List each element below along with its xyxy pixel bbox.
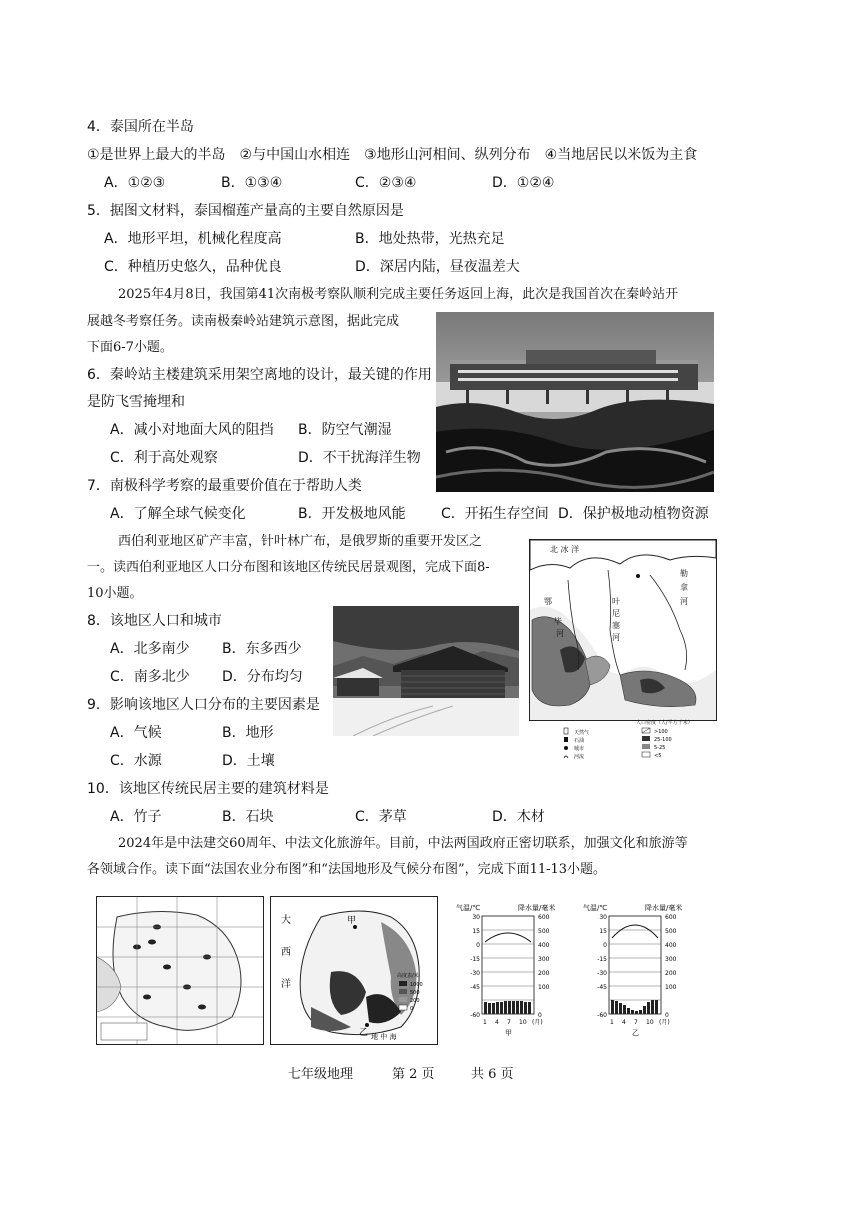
siberia-passage-line1: 西伯利亚地区矿产丰富，针叶林广布，是俄罗斯的重要开发区之 — [118, 534, 483, 549]
q7-option-b: B．开发极地风能 — [298, 506, 406, 522]
yi-m-1: 1 — [610, 1019, 614, 1026]
q10-stem: 10．该地区传统民居主要的建筑材料是 — [87, 781, 329, 797]
map-river-label-5: 尼 — [612, 609, 620, 618]
climate-yi-precip-label: 降水量/毫米 — [645, 904, 683, 912]
yi-t-m45: -45 — [597, 984, 607, 991]
qinling-passage-line3: 下面6-7小题。 — [87, 340, 173, 355]
terrain-ocean-label-1: 大 — [281, 915, 291, 926]
terrain-legend-title: 高度表/米 — [397, 973, 419, 979]
jia-p-0: 0 — [538, 1012, 542, 1019]
map-river-label-7: 河 — [612, 633, 620, 642]
legend-city: 城市 — [574, 746, 585, 752]
q5-stem: 5．据图文材料，泰国榴莲产量高的主要自然原因是 — [87, 203, 404, 219]
yi-m-10: 10 — [646, 1019, 654, 1026]
map-river-label-2: 毕 — [554, 617, 562, 626]
q7-option-d: D．保护极地动植物资源 — [558, 506, 709, 522]
footer-page: 第 2 页 — [392, 1067, 435, 1082]
qinling-passage-line1: 2025年4月8日，我国第41次南极考察队顺利完成主要任务返回上海，此次是我国首次在秦岭站开 — [118, 287, 679, 302]
yi-p-400: 400 — [665, 942, 677, 949]
jia-m-4: 4 — [495, 1019, 499, 1026]
q5-option-d: D．深居内陆，昼夜温差大 — [355, 259, 520, 275]
q5-option-c: C．种植历史悠久，品种优良 — [104, 259, 282, 275]
jia-p-600: 600 — [538, 914, 550, 921]
climate-jia-temp-label: 气温/℃ — [456, 904, 481, 912]
q10-option-d: D．木材 — [492, 809, 545, 825]
map-river-label-6: 塞 — [612, 621, 620, 630]
climate-jia-caption: 甲 — [505, 1029, 512, 1037]
q10-option-a: A．竹子 — [110, 809, 162, 825]
terrain-legend-2: 500 — [410, 990, 420, 996]
terrain-legend-1: 1000 — [410, 982, 423, 988]
q7-stem: 7．南极科学考察的最重要价值在于帮助人类 — [87, 478, 362, 494]
q4-option-d: D．①②④ — [492, 175, 555, 191]
q9-option-a: A．气候 — [110, 725, 162, 741]
qinling-passage-line2: 展越冬考察任务。读南极秦岭站建筑示意图，据此完成 — [87, 314, 400, 329]
legend-density-2: 25-100 — [654, 737, 672, 743]
q6-option-b: B．防空气潮湿 — [298, 422, 392, 438]
q6-stem-line2: 是防飞雪掩埋和 — [87, 394, 185, 410]
q4-option-b: B．①③④ — [221, 175, 283, 191]
jia-t-15: 15 — [472, 928, 480, 935]
siberia-map-legend — [562, 718, 722, 766]
climate-yi-temp-label: 气温/℃ — [583, 904, 608, 912]
legend-density-3: 5-25 — [654, 745, 666, 751]
yi-t-m15: -15 — [597, 956, 607, 963]
yi-t-0: 0 — [603, 942, 607, 949]
terrain-ocean-label-3: 洋 — [281, 979, 291, 990]
q8-option-a: A．北多南少 — [110, 641, 190, 657]
france-agriculture-map — [96, 896, 264, 1045]
jia-t-0: 0 — [476, 942, 480, 949]
q7-option-a: A．了解全球气候变化 — [110, 506, 246, 522]
france-passage-line1: 2024年是中法建交60周年、中法文化旅游年。目前，中法两国政府正密切联系，加强文化和旅游等 — [118, 836, 688, 851]
q8-stem: 8．该地区人口和城市 — [87, 613, 222, 629]
yi-m-4: 4 — [622, 1019, 626, 1026]
yi-p-100: 100 — [665, 984, 677, 991]
jia-t-m30: -30 — [470, 970, 480, 977]
legend-oil: 石油 — [574, 738, 585, 744]
legend-title: 人口密度（人/平方千米） — [636, 720, 693, 726]
q7-option-c: C．开拓生存空间 — [441, 506, 549, 522]
map-river-label-8: 勒 — [680, 569, 688, 578]
jia-p-500: 500 — [538, 928, 550, 935]
q10-option-b: B．石块 — [222, 809, 274, 825]
q4-option-c: C．②③④ — [355, 175, 417, 191]
jia-p-400: 400 — [538, 942, 550, 949]
q5-option-b: B．地处热带，光热充足 — [355, 231, 505, 247]
terrain-point-jia: 甲 — [347, 916, 357, 926]
jia-p-300: 300 — [538, 956, 550, 963]
map-river-label-9: 拿 — [680, 583, 688, 592]
yi-p-0: 0 — [665, 1012, 669, 1019]
yi-p-600: 600 — [665, 914, 677, 921]
q10-option-c: C．茅草 — [355, 809, 407, 825]
yi-m-unit: (月) — [659, 1019, 670, 1026]
footer-total: 共 6 页 — [471, 1067, 514, 1082]
yi-m-7: 7 — [634, 1019, 638, 1026]
map-river-label-3: 河 — [556, 629, 564, 638]
jia-t-m45: -45 — [470, 984, 480, 991]
q4-statements: ①是世界上最大的半岛 ②与中国山水相连 ③地形山河相间、纵列分布 ④当地居民以米饭为主食 — [87, 147, 698, 163]
legend-density-4: <5 — [654, 753, 662, 759]
q8-option-b: B．东多西少 — [222, 641, 302, 657]
siberia-passage-line2: 一。读西伯利亚地区人口分布图和该地区传统民居景观图，完成下面8- — [87, 560, 490, 575]
legend-gas: 天然气 — [574, 730, 590, 736]
yi-t-m60: -60 — [597, 1012, 607, 1019]
footer-subject: 七年级地理 — [288, 1067, 354, 1082]
q8-option-c: C．南多北少 — [110, 669, 190, 685]
siberian-house-photo — [333, 606, 519, 736]
q6-option-c: C．利于高处观察 — [110, 450, 218, 466]
jia-p-100: 100 — [538, 984, 550, 991]
map-river-label-10: 河 — [680, 597, 688, 606]
france-terrain-map — [270, 896, 438, 1045]
map-river-label-1: 鄂 — [544, 597, 552, 606]
jia-t-m15: -15 — [470, 956, 480, 963]
q9-option-c: C．水源 — [110, 753, 162, 769]
q6-option-a: A．减小对地面大风的阻挡 — [110, 422, 274, 438]
terrain-legend-3: 200 — [410, 998, 420, 1004]
yi-p-200: 200 — [665, 970, 677, 977]
climate-yi-caption: 乙 — [632, 1029, 639, 1037]
yi-p-300: 300 — [665, 956, 677, 963]
terrain-sea-label: 地 中 海 — [371, 1033, 397, 1041]
jia-p-200: 200 — [538, 970, 550, 977]
q5-option-a: A．地形平坦，机械化程度高 — [104, 231, 282, 247]
jia-m-unit: (月) — [532, 1019, 543, 1026]
jia-t-m60: -60 — [470, 1012, 480, 1019]
siberia-population-map — [529, 539, 717, 721]
climate-jia-precip-label: 降水量/毫米 — [518, 904, 556, 912]
q6-option-d: D．不干扰海洋生物 — [298, 450, 421, 466]
jia-m-7: 7 — [507, 1019, 511, 1026]
yi-t-30: 30 — [599, 914, 607, 921]
yi-p-500: 500 — [665, 928, 677, 935]
legend-river: 河流 — [574, 754, 585, 760]
map-river-label-4: 叶 — [612, 597, 620, 606]
terrain-point-yi: 乙 — [359, 1028, 369, 1038]
terrain-legend-4: 0 — [410, 1006, 414, 1012]
yi-t-m30: -30 — [597, 970, 607, 977]
france-passage-line2: 各领域合作。读下面“法国农业分布图”和“法国地形及气候分布图”，完成下面11-13小题。 — [87, 862, 607, 877]
q9-stem: 9．影响该地区人口分布的主要因素是 — [87, 697, 320, 713]
q6-stem-line1: 6．秦岭站主楼建筑采用架空离地的设计，最关键的作用 — [87, 367, 432, 383]
yi-t-15: 15 — [599, 928, 607, 935]
qinling-station-photo — [436, 312, 714, 492]
jia-t-30: 30 — [472, 914, 480, 921]
q8-option-d: D．分布均匀 — [222, 669, 303, 685]
legend-density-1: >100 — [654, 729, 668, 735]
q9-option-d: D．土壤 — [222, 753, 275, 769]
q4-stem: 4．泰国所在半岛 — [87, 119, 194, 135]
map-sea-label: 北 冰 洋 — [550, 545, 580, 554]
climate-chart-jia — [450, 900, 570, 1045]
climate-chart-yi — [577, 900, 697, 1045]
terrain-ocean-label-2: 西 — [281, 947, 291, 958]
siberia-passage-line3: 10小题。 — [87, 586, 143, 601]
jia-m-10: 10 — [519, 1019, 527, 1026]
q9-option-b: B．地形 — [222, 725, 274, 741]
q4-option-a: A．①②③ — [104, 175, 166, 191]
jia-m-1: 1 — [483, 1019, 487, 1026]
